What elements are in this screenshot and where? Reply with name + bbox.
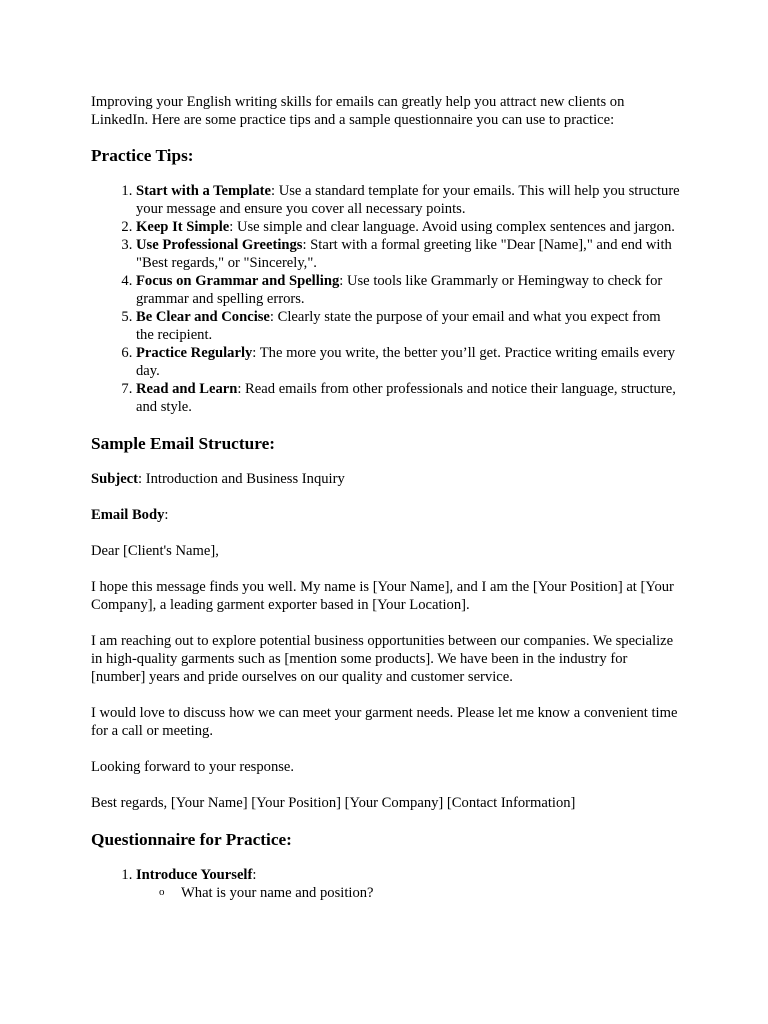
sub-question-list (136, 884, 680, 902)
questionnaire-heading: Questionnaire for Practice: (91, 830, 292, 849)
email-signoff: Best regards, [Your Name] [Your Position] [Your Company] [Contact Information] (91, 795, 576, 811)
email-paragraph-closing: Looking forward to your response. (91, 759, 295, 775)
question-colon: : (252, 867, 257, 883)
practice-tips-list (91, 182, 680, 416)
intro-paragraph: Improving your English writing skills for emails can greatly help you attract new clients on LinkedIn. Here are some practice tips and a sample questionnaire you can use to practice: (91, 94, 625, 128)
email-paragraph-intro: I hope this message finds you well. My name is [Your Name], and I am the [Your Position] at [Your Company], a leading garment exporter based in [Your Location]. (91, 579, 674, 613)
tip-title: Focus on Grammar and Spelling (136, 273, 340, 289)
tip-text: : Use a standard template for your emails. This will help you structure your message and ensure you cover all necessary points. (136, 183, 680, 217)
email-paragraph-request: I would love to discuss how we can meet your garment needs. Please let me know a convenient time for a call or meeting. (91, 705, 678, 739)
subject-label: Subject (91, 471, 139, 487)
email-body-label-line (91, 506, 680, 524)
email-greeting: Dear [Client's Name], (91, 543, 219, 559)
tip-title: Use Professional Greetings (136, 237, 303, 253)
practice-tips-heading: Practice Tips: (91, 146, 194, 165)
list-item (136, 380, 680, 416)
list-item (136, 182, 680, 218)
list-item (136, 344, 680, 380)
list-item (136, 236, 680, 272)
list-item (136, 866, 680, 902)
question-title: Introduce Yourself (136, 867, 253, 883)
list-item (136, 272, 680, 308)
tip-title: Practice Regularly (136, 345, 253, 361)
tip-title: Start with a Template (136, 183, 271, 199)
tip-title: Read and Learn (136, 381, 238, 397)
tip-title: Be Clear and Concise (136, 309, 270, 325)
tip-text: : Use simple and clear language. Avoid using complex sentences and jargon. (229, 219, 675, 235)
tip-title: Keep It Simple (136, 219, 230, 235)
email-body-colon: : (164, 507, 169, 523)
sub-question-item: o What is your name and position? (181, 884, 680, 902)
questionnaire-list (91, 866, 680, 902)
list-item (136, 218, 680, 236)
tip-text: : Use tools like Grammarly or Hemingway to check for grammar and spelling errors. (136, 273, 663, 307)
sample-email-heading: Sample Email Structure: (91, 434, 276, 453)
email-subject-line (91, 470, 680, 488)
tip-text: : Read emails from other professionals and notice their language, structure, and style. (136, 381, 676, 415)
subject-text: : Introduction and Business Inquiry (138, 471, 345, 487)
tip-text: : Clearly state the purpose of your email and what you expect from the recipient. (136, 309, 661, 343)
email-body-label: Email Body (91, 507, 165, 523)
tip-text: : The more you write, the better you’ll get. Practice writing emails every day. (136, 345, 676, 379)
list-item (136, 308, 680, 344)
email-paragraph-business: I am reaching out to explore potential business opportunities between our companies. We specialize in high-quality garments such as [mention some products]. We have been in the industry for [number] years and pride ourselves on our quality and customer service. (91, 633, 674, 685)
tip-text: : Start with a formal greeting like "Dear [Name]," and end with "Best regards," or "Sincerely,". (136, 237, 672, 271)
